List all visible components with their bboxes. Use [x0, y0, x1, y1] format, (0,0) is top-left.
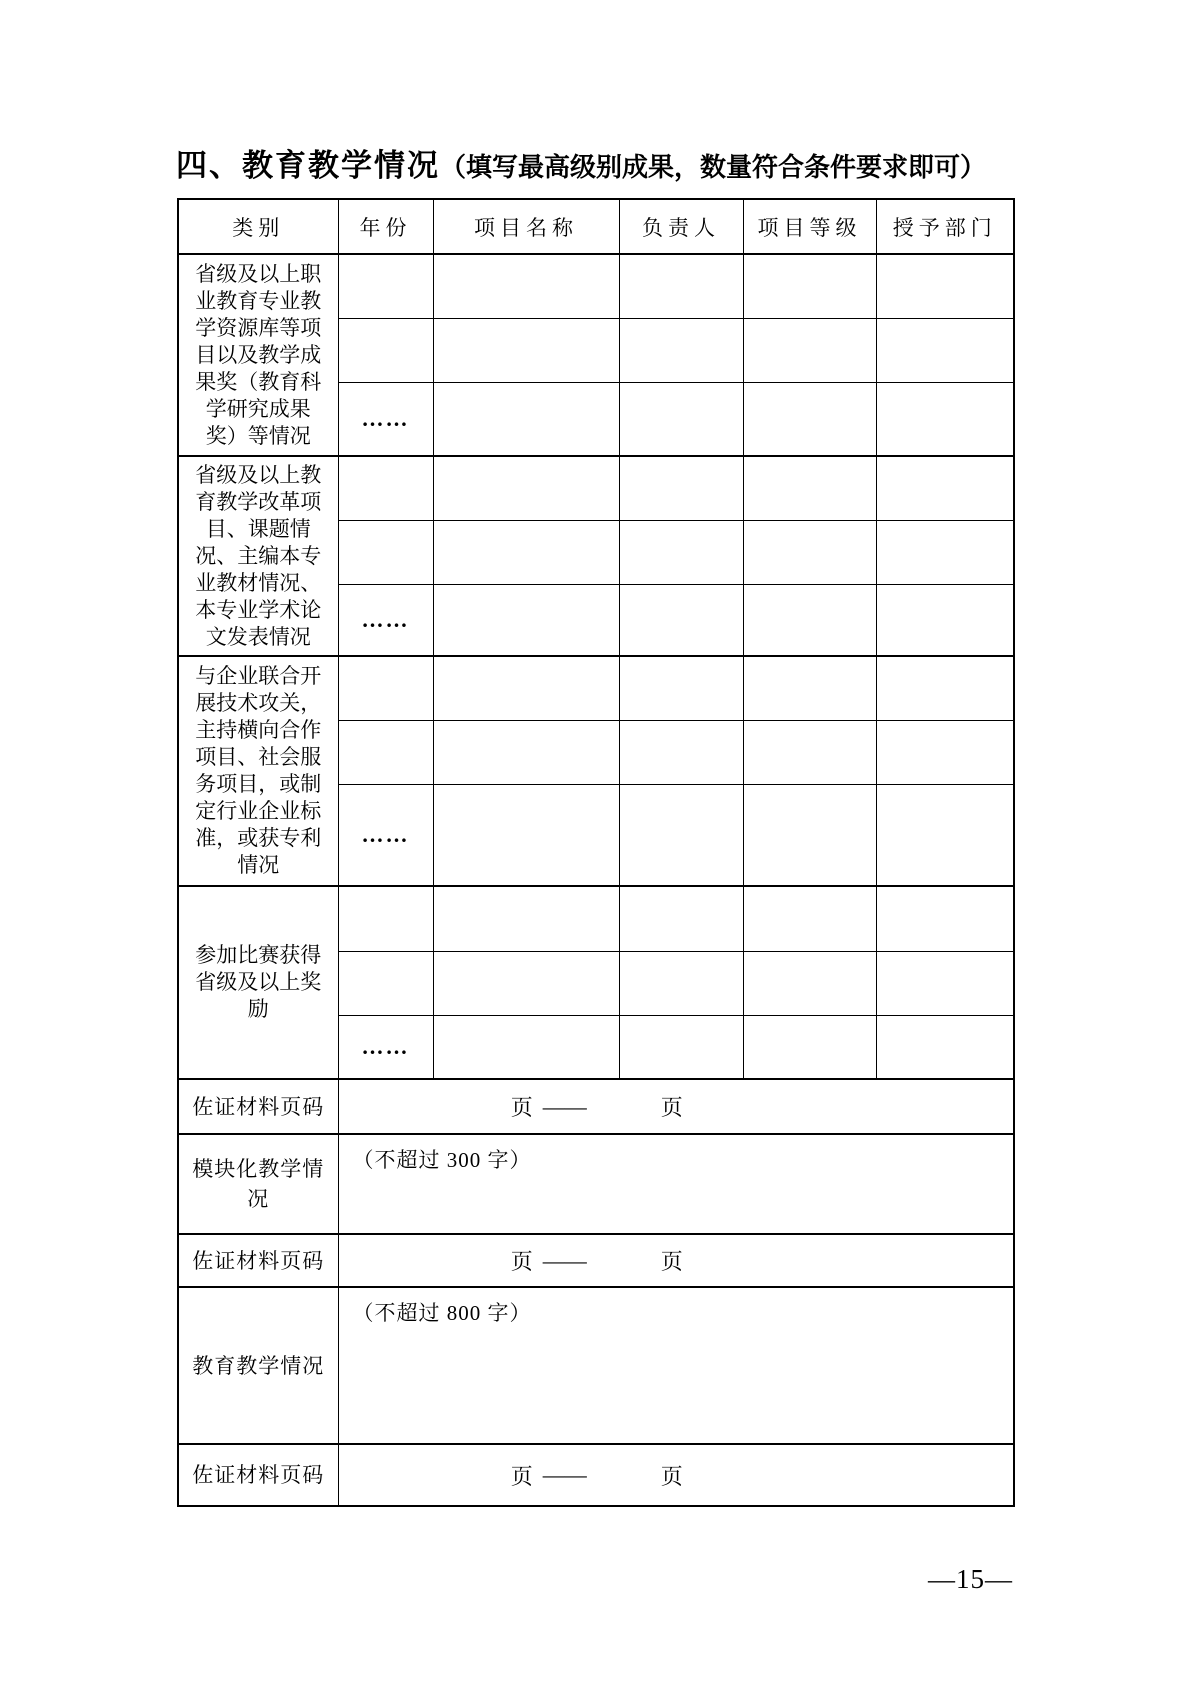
entry-cell-level[interactable]	[743, 318, 876, 382]
entry-cell-leader[interactable]	[619, 1015, 743, 1079]
entry-cell-level[interactable]	[743, 656, 876, 720]
entry-cell-leader[interactable]	[619, 382, 743, 456]
entry-cell-year[interactable]	[338, 656, 433, 720]
entry-cell-leader[interactable]	[619, 456, 743, 520]
entry-cell-level[interactable]	[743, 886, 876, 951]
ellipsis-cell: ……	[338, 784, 433, 886]
entry-cell-department[interactable]	[876, 951, 1014, 1015]
education-teaching-table	[177, 198, 1015, 1507]
page-range-text	[260, 1460, 935, 1491]
entry-cell-level[interactable]	[743, 951, 876, 1015]
entry-cell-level[interactable]	[743, 382, 876, 456]
modular-teaching-field[interactable]	[338, 1134, 1014, 1234]
education-teaching-label: 教育教学情况	[178, 1287, 338, 1444]
entry-cell-leader[interactable]	[619, 720, 743, 784]
table-row	[178, 456, 1014, 520]
table-row	[178, 886, 1014, 951]
entry-cell-project-name[interactable]	[433, 382, 619, 456]
entry-cell-year[interactable]	[338, 318, 433, 382]
entry-cell-leader[interactable]	[619, 520, 743, 584]
entry-cell-level[interactable]	[743, 520, 876, 584]
page-range-text	[260, 1091, 935, 1122]
entry-cell-department[interactable]	[876, 520, 1014, 584]
evidence-pages-row	[178, 1234, 1014, 1287]
entry-cell-project-name[interactable]	[433, 720, 619, 784]
entry-cell-level[interactable]	[743, 720, 876, 784]
header-category: 类别	[178, 199, 338, 254]
title-main: 四、教育教学情况	[176, 148, 440, 183]
entry-cell-leader[interactable]	[619, 584, 743, 656]
table-header-row	[178, 199, 1014, 254]
evidence-pages-row	[178, 1079, 1014, 1134]
header-leader: 负责人	[619, 199, 743, 254]
entry-cell-department[interactable]	[876, 720, 1014, 784]
evidence-pages-row	[178, 1444, 1014, 1506]
page-word: 页	[510, 1463, 533, 1489]
entry-cell-leader[interactable]	[619, 886, 743, 951]
header-project-name: 项目名称	[433, 199, 619, 254]
header-project-level: 项目等级	[743, 199, 876, 254]
modular-teaching-label: 模块化教学情况	[178, 1134, 338, 1234]
evidence-pages-label: 佐证材料页码	[178, 1079, 338, 1134]
page-title	[176, 146, 986, 192]
word-limit-hint-800: （不超过 800 字）	[352, 1301, 532, 1325]
evidence-pages-field[interactable]	[338, 1444, 1014, 1506]
page-word: 页	[510, 1249, 533, 1274]
entry-cell-leader[interactable]	[619, 254, 743, 318]
entry-cell-year[interactable]	[338, 254, 433, 318]
entry-cell-department[interactable]	[876, 584, 1014, 656]
entry-cell-department[interactable]	[876, 784, 1014, 886]
page-word: 页	[660, 1249, 683, 1274]
entry-cell-year[interactable]	[338, 456, 433, 520]
entry-cell-leader[interactable]	[619, 318, 743, 382]
entry-cell-project-name[interactable]	[433, 951, 619, 1015]
page-word: 页	[510, 1095, 533, 1120]
modular-teaching-row	[178, 1134, 1014, 1234]
page-number: —15—	[928, 1564, 1013, 1594]
evidence-pages-field[interactable]	[338, 1234, 1014, 1287]
entry-cell-year[interactable]	[338, 886, 433, 951]
entry-cell-project-name[interactable]	[433, 886, 619, 951]
header-award-department: 授予部门	[876, 199, 1014, 254]
ellipsis-cell: ……	[338, 584, 433, 656]
page-range-dash: ——	[542, 1093, 587, 1119]
ellipsis-cell: ……	[338, 382, 433, 456]
entry-cell-department[interactable]	[876, 886, 1014, 951]
entry-cell-project-name[interactable]	[433, 254, 619, 318]
entry-cell-year[interactable]	[338, 520, 433, 584]
education-teaching-row	[178, 1287, 1014, 1444]
category-label-enterprise-cooperation: 与企业联合开展技术攻关，主持横向合作项目、社会服务项目，或制定行业企业标准，或获专利情况	[178, 656, 338, 886]
education-teaching-field[interactable]	[338, 1287, 1014, 1444]
page-word: 页	[660, 1095, 683, 1120]
entry-cell-year[interactable]	[338, 720, 433, 784]
entry-cell-level[interactable]	[743, 254, 876, 318]
entry-cell-level[interactable]	[743, 584, 876, 656]
entry-cell-department[interactable]	[876, 656, 1014, 720]
table-row	[178, 656, 1014, 720]
entry-cell-project-name[interactable]	[433, 656, 619, 720]
entry-cell-project-name[interactable]	[433, 456, 619, 520]
page-range-dash: ——	[542, 1462, 587, 1487]
category-label-competition-awards: 参加比赛获得省级及以上奖励	[178, 886, 338, 1079]
entry-cell-project-name[interactable]	[433, 584, 619, 656]
page-range-dash: ——	[542, 1247, 587, 1273]
entry-cell-project-name[interactable]	[433, 784, 619, 886]
entry-cell-project-name[interactable]	[433, 1015, 619, 1079]
title-qualifier: （填写最高级别成果，数量符合条件要求即可）	[440, 152, 987, 182]
entry-cell-level[interactable]	[743, 456, 876, 520]
entry-cell-leader[interactable]	[619, 951, 743, 1015]
category-label-resource-projects: 省级及以上职业教育专业教学资源库等项目以及教学成果奖（教育科学研究成果奖）等情况	[178, 254, 338, 456]
entry-cell-project-name[interactable]	[433, 318, 619, 382]
evidence-pages-label: 佐证材料页码	[178, 1444, 338, 1506]
word-limit-hint-300: （不超过 300 字）	[352, 1148, 532, 1172]
entry-cell-level[interactable]	[743, 1015, 876, 1079]
header-year: 年份	[338, 199, 433, 254]
ellipsis-cell: ……	[338, 1015, 433, 1079]
evidence-pages-label: 佐证材料页码	[178, 1234, 338, 1287]
page-word: 页	[660, 1463, 683, 1489]
entry-cell-project-name[interactable]	[433, 520, 619, 584]
entry-cell-leader[interactable]	[619, 784, 743, 886]
entry-cell-department[interactable]	[876, 382, 1014, 456]
entry-cell-year[interactable]	[338, 951, 433, 1015]
evidence-pages-field[interactable]	[338, 1079, 1014, 1134]
entry-cell-leader[interactable]	[619, 656, 743, 720]
entry-cell-department[interactable]	[876, 254, 1014, 318]
entry-cell-department[interactable]	[876, 318, 1014, 382]
entry-cell-department[interactable]	[876, 1015, 1014, 1079]
entry-cell-level[interactable]	[743, 784, 876, 886]
page-range-text	[260, 1245, 935, 1276]
table-row	[178, 254, 1014, 318]
category-label-reform-projects: 省级及以上教育教学改革项目、课题情况、主编本专业教材情况、本专业学术论文发表情况	[178, 456, 338, 656]
entry-cell-department[interactable]	[876, 456, 1014, 520]
